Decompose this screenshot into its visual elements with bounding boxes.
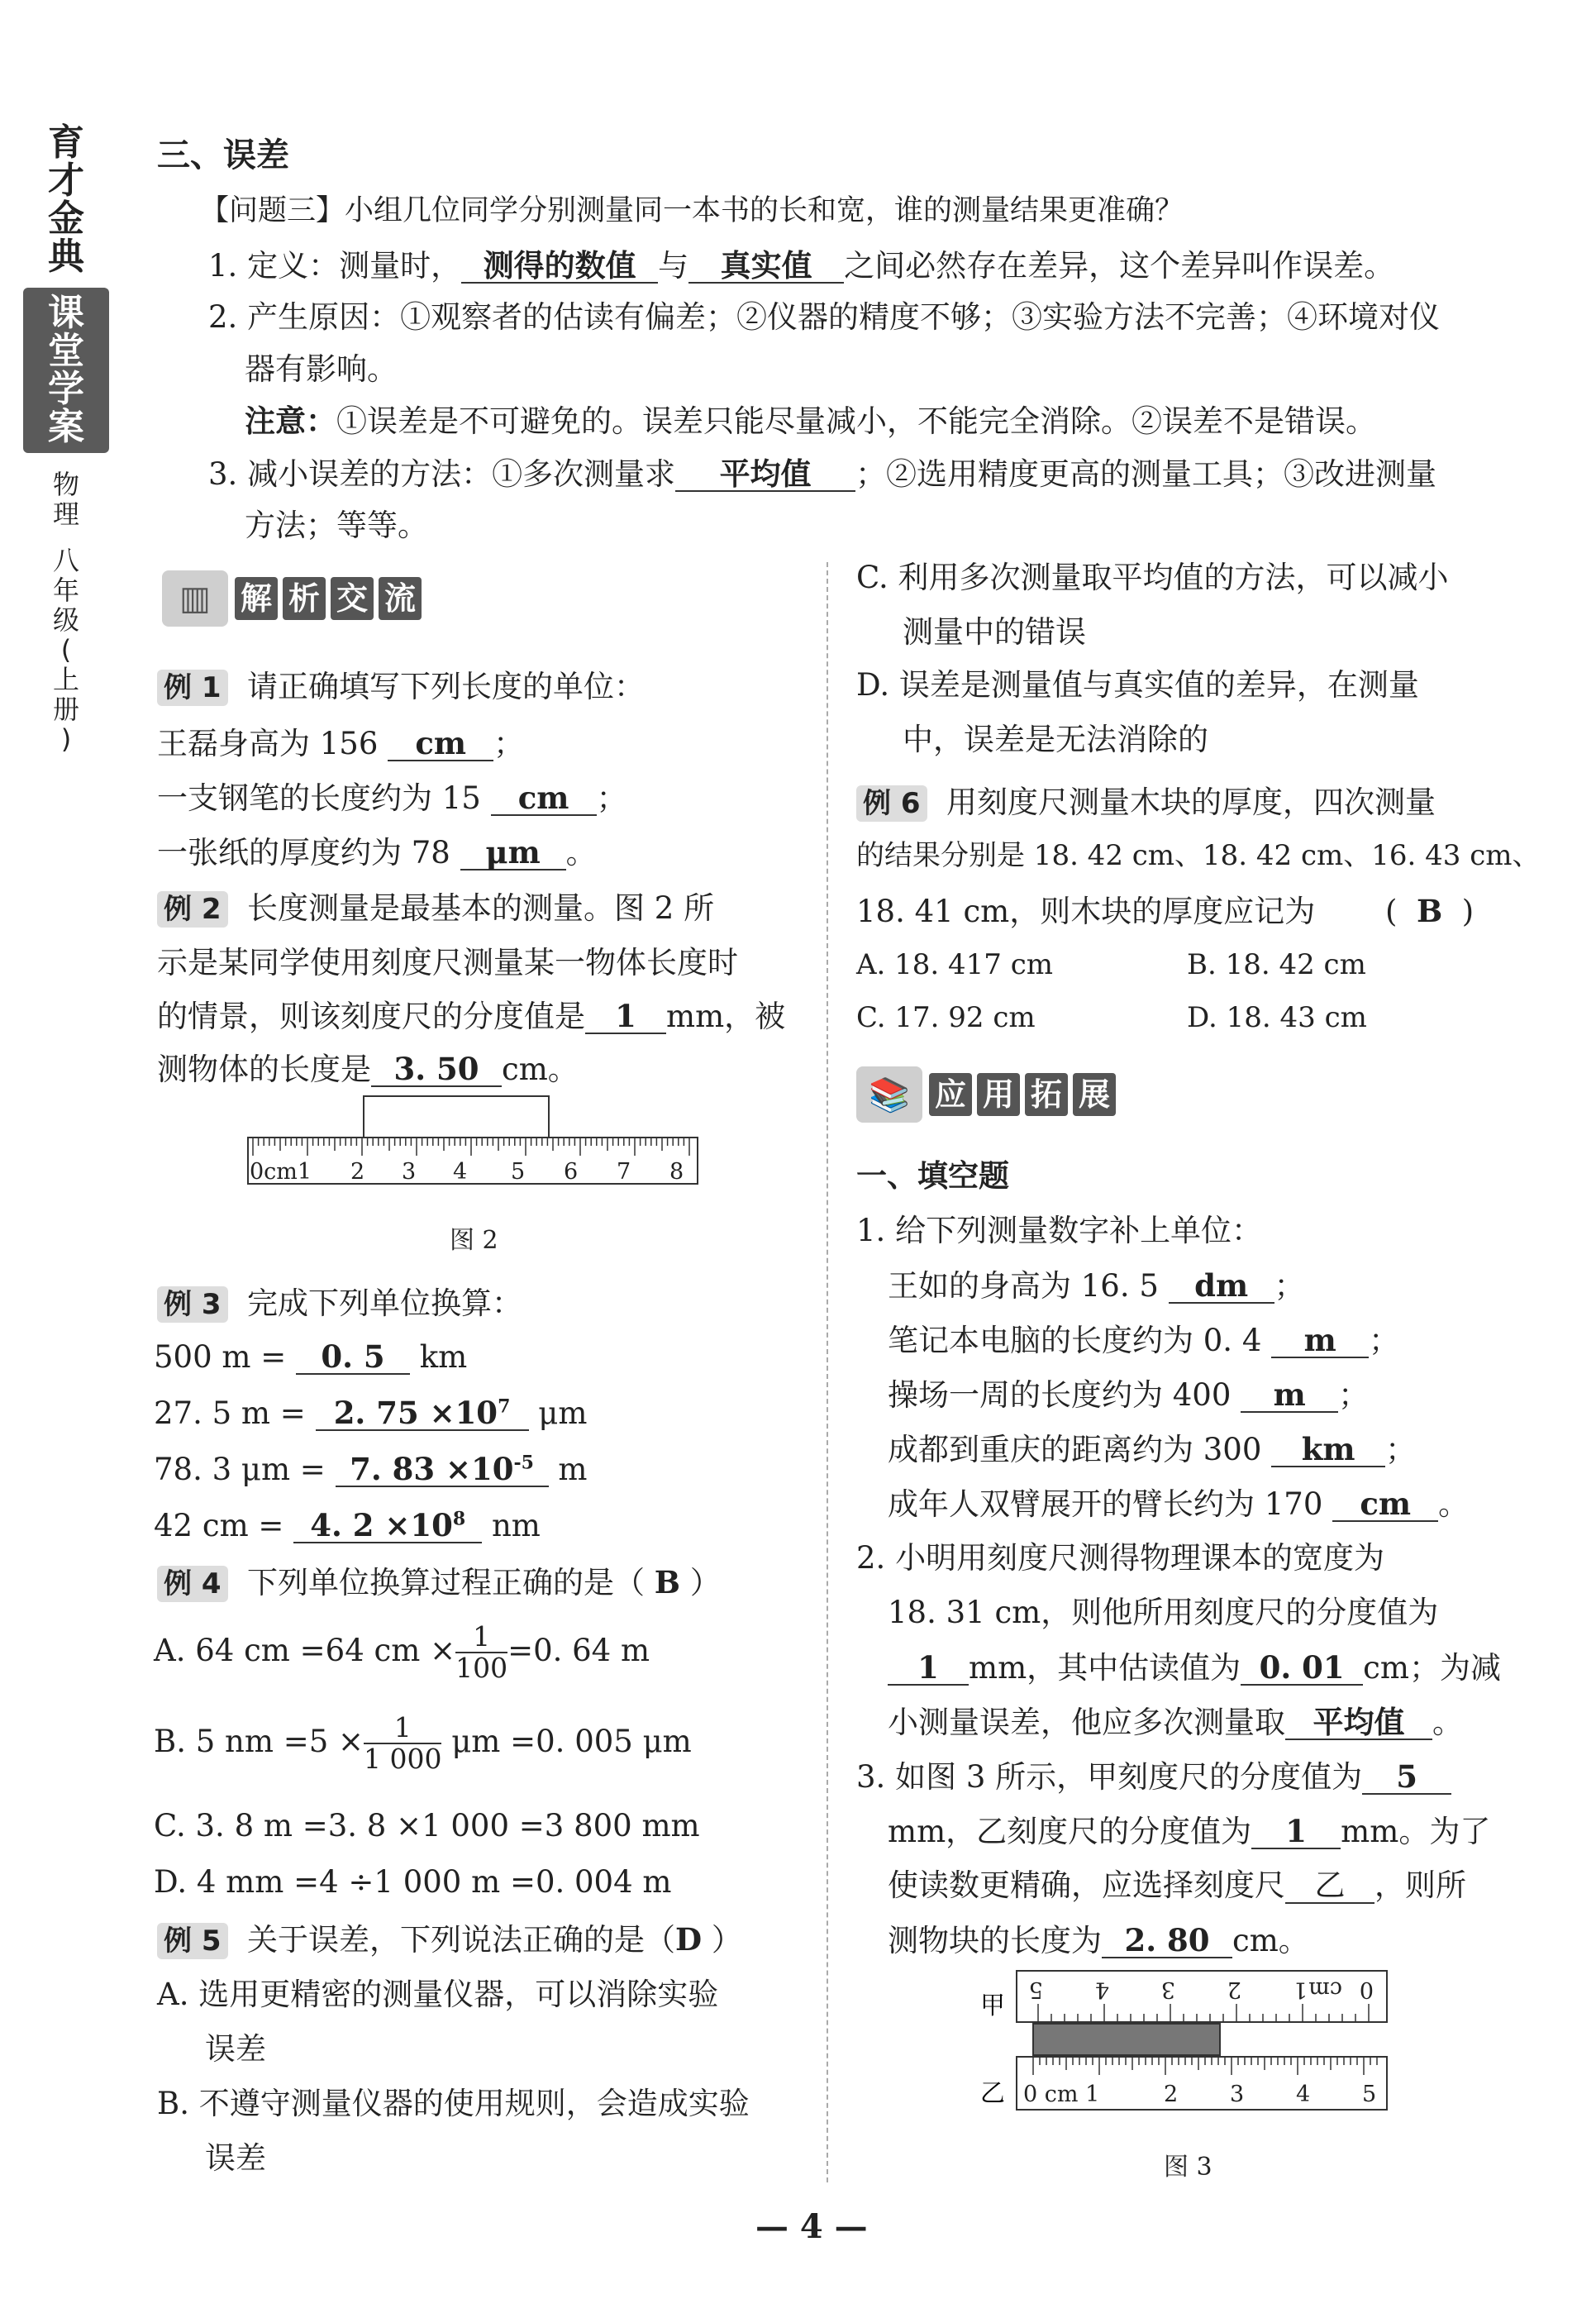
text: 王如的身高为 16. 5 xyxy=(888,1268,1159,1304)
answer-blank: 平均值 xyxy=(675,458,855,492)
text: 。 xyxy=(565,835,597,870)
text: ； xyxy=(1274,1268,1305,1304)
numerator: 1 xyxy=(364,1713,441,1744)
numerator: 1 xyxy=(455,1622,507,1653)
text: cm。 xyxy=(502,1052,579,1087)
example-6-line-3: 18. 41 cm，则木块的厚度应记为 ( B ) xyxy=(856,893,1475,929)
answer-blank: m xyxy=(1271,1324,1369,1358)
example-6-line-1 xyxy=(856,785,1436,822)
text: A. 64 cm =64 cm × xyxy=(154,1632,456,1668)
header-char: 交 xyxy=(331,577,374,620)
text: 一张纸的厚度约为 78 xyxy=(157,835,450,870)
option-5d-2: 中，误差是无法消除的 xyxy=(903,722,1208,757)
example-1-stem xyxy=(157,670,645,706)
text: 成年人双臂展开的臂长约为 170 xyxy=(888,1486,1323,1522)
text: 长度测量是最基本的测量。图 2 所 xyxy=(247,890,715,926)
sidebar-char: 级 xyxy=(52,604,79,636)
section-title: 三、误差 xyxy=(157,136,289,174)
header-char: 展 xyxy=(1073,1073,1116,1116)
q2-line-2: 18. 31 cm，则他所用刻度尺的分度值为 xyxy=(888,1595,1439,1630)
example-5-stem xyxy=(157,1923,742,1959)
sidebar-char: 课 xyxy=(48,292,84,334)
answer: B xyxy=(654,1564,681,1600)
example-2-line-3 xyxy=(157,1000,785,1034)
answer-blank: 1 xyxy=(585,1000,666,1034)
tick-label: 3 xyxy=(402,1159,417,1185)
text: 7. 83 ×10 xyxy=(350,1451,514,1487)
text: mm，其中估读值为 xyxy=(969,1650,1241,1686)
text: 。 xyxy=(1438,1486,1470,1522)
option-4b xyxy=(154,1713,692,1775)
text: ； xyxy=(493,726,525,761)
q1-line-3 xyxy=(888,1376,1370,1413)
header-char: 流 xyxy=(379,577,422,620)
example-2-line-2: 示是某同学使用刻度尺测量某一物体长度时 xyxy=(157,945,738,980)
unit: m xyxy=(558,1452,588,1487)
text: 500 m = xyxy=(154,1339,287,1375)
text: 3. 如图 3 所示，甲刻度尺的分度值为 xyxy=(856,1759,1363,1795)
jia-tick-label: 3 xyxy=(1160,1977,1175,2002)
denominator: 1 000 xyxy=(364,1743,442,1776)
jia-tick-label: 0 xyxy=(1359,1977,1374,2002)
text: μm =0. 005 μm xyxy=(451,1723,692,1759)
option-4c: C. 3. 8 m =3. 8 ×1 000 =3 800 mm xyxy=(154,1808,700,1843)
note-label: 注意： xyxy=(245,403,336,439)
yi-tick-label: 0 cm 1 xyxy=(1023,2082,1100,2107)
unit: nm xyxy=(491,1508,541,1543)
text: 测物块的长度为 xyxy=(888,1923,1102,1958)
q2-line-1: 2. 小明用刻度尺测得物理课本的宽度为 xyxy=(856,1540,1385,1576)
ruler-yi-ticks xyxy=(1033,2057,1377,2075)
answer-blank xyxy=(336,1453,549,1487)
series-title xyxy=(23,288,109,453)
text: mm。为了 xyxy=(1341,1814,1491,1849)
sidebar-char: 册 xyxy=(52,694,79,725)
sidebar-char: 年 xyxy=(52,575,79,606)
example-2-line-1 xyxy=(157,891,714,928)
example-1-line-3 xyxy=(157,834,597,870)
answer-blank: 5 xyxy=(1362,1761,1451,1795)
subject-label xyxy=(23,470,109,529)
text: ；②选用精度更高的测量工具；③改进测量 xyxy=(855,456,1437,492)
text: 王磊身高为 156 xyxy=(157,726,379,761)
grade-label xyxy=(23,546,109,754)
text: ； xyxy=(1385,1432,1417,1467)
answer-blank: 1 xyxy=(888,1652,969,1686)
option-4a xyxy=(154,1622,650,1684)
header-char: 用 xyxy=(977,1073,1020,1116)
tick-label: 0cm1 xyxy=(250,1159,312,1185)
exponent: -5 xyxy=(513,1452,534,1474)
text: ； xyxy=(1338,1377,1370,1413)
text: ） xyxy=(711,1922,742,1958)
yi-tick-label: 4 xyxy=(1296,2082,1311,2107)
definition-line xyxy=(208,247,1395,284)
sidebar-char: 典 xyxy=(48,236,84,278)
text: 1. 定义：测量时， xyxy=(208,248,462,284)
answer-blank: 3. 50 xyxy=(371,1053,502,1087)
example-label: 例 2 xyxy=(157,891,228,928)
answer-blank: m xyxy=(1241,1379,1338,1413)
ruler-ticks xyxy=(253,1138,689,1156)
text: 2. 75 ×10 xyxy=(333,1395,498,1431)
text: 。 xyxy=(1432,1705,1463,1740)
sidebar-char: 才 xyxy=(48,160,84,202)
sidebar-char: 理 xyxy=(52,498,79,530)
text: 用刻度尺测量木块的厚度，四次测量 xyxy=(946,785,1436,820)
exponent: 7 xyxy=(498,1395,511,1418)
text: 成都到重庆的距离约为 300 xyxy=(888,1432,1262,1467)
sidebar-char: 物 xyxy=(52,469,79,500)
example-1-line-2 xyxy=(157,782,627,816)
jia-tick-label: cm xyxy=(1308,1977,1342,2002)
answer-blank: 平均值 xyxy=(1285,1706,1432,1740)
answer-blank: km xyxy=(1271,1433,1385,1467)
text: ） xyxy=(689,1565,721,1600)
text: 42 cm = xyxy=(154,1508,284,1543)
example-label: 例 4 xyxy=(157,1566,228,1602)
fraction xyxy=(455,1622,507,1684)
method-line-1 xyxy=(208,458,1436,492)
sidebar-char: 金 xyxy=(48,198,84,240)
option-5d-1: D. 误差是测量值与真实值的差异，在测量 xyxy=(856,667,1419,703)
q3-line-2 xyxy=(888,1815,1490,1849)
q3-line-1 xyxy=(856,1758,1451,1795)
text: cm。 xyxy=(1232,1923,1309,1958)
option-5a-2: 误差 xyxy=(205,2031,266,2067)
text: 完成下列单位换算： xyxy=(247,1285,523,1321)
text: 请正确填写下列长度的单位： xyxy=(247,669,646,704)
option-6c: C. 17. 92 cm xyxy=(856,1001,1036,1034)
cause-line-1: 2. 产生原因：①观察者的估读有偏差；②仪器的精度不够；③实验方法不完善；④环境对仪 xyxy=(208,299,1441,335)
header-char: 应 xyxy=(929,1073,972,1116)
text: 使读数更精确，应选择刻度尺 xyxy=(888,1867,1285,1903)
text: 笔记本电脑的长度约为 0. 4 xyxy=(888,1323,1262,1358)
tick-label: 5 xyxy=(511,1159,526,1185)
option-5b-1: B. 不遵守测量仪器的使用规则，会造成实验 xyxy=(157,2086,750,2121)
option-5b-2: 误差 xyxy=(205,2140,266,2176)
tick-label: 2 xyxy=(350,1159,365,1185)
answer: D xyxy=(675,1921,703,1958)
brand-title xyxy=(23,124,109,276)
answer-blank xyxy=(316,1397,529,1431)
answer-blank: dm xyxy=(1169,1270,1274,1304)
yi-tick-label: 3 xyxy=(1230,2082,1245,2107)
example-label: 例 1 xyxy=(157,670,228,706)
tick-label: 8 xyxy=(669,1159,684,1185)
question-three: 【问题三】小组几位同学分别测量同一本书的长和宽，谁的测量结果更准确？ xyxy=(200,194,1184,227)
text: 与 xyxy=(658,248,689,284)
text: 小测量误差，他应多次测量取 xyxy=(888,1705,1285,1740)
conversion-1 xyxy=(154,1338,468,1375)
sidebar-char: 堂 xyxy=(48,330,84,372)
example-4-stem xyxy=(157,1566,721,1602)
answer-blank: 真实值 xyxy=(688,250,844,284)
text: mm，被 xyxy=(666,999,786,1034)
text: 18. 41 cm，则木块的厚度应记为 xyxy=(856,894,1316,929)
text: 0. 5 xyxy=(321,1338,385,1375)
answer-blank xyxy=(293,1507,482,1543)
yi-tick-label: 2 xyxy=(1164,2082,1179,2107)
page-number: — 4 — xyxy=(755,2207,868,2246)
answer: B xyxy=(1416,893,1443,929)
text: ； xyxy=(596,780,627,816)
q1-line-1 xyxy=(888,1267,1305,1304)
text: 之间必然存在差异，这个差异叫作误差。 xyxy=(844,248,1395,284)
answer-blank: cm xyxy=(1332,1488,1438,1522)
answer-blank: cm xyxy=(388,727,493,761)
jia-tick-label: 2 xyxy=(1227,1977,1241,2002)
tick-label: 4 xyxy=(453,1159,468,1185)
unit: μm xyxy=(538,1395,588,1431)
tick-label: 7 xyxy=(617,1159,631,1185)
option-6b: B. 18. 42 cm xyxy=(1187,948,1366,981)
books-icon: 📚 xyxy=(856,1066,922,1123)
ruler-figure-3 xyxy=(972,1964,1402,2138)
analysis-header xyxy=(162,570,426,627)
text: 测物体的长度是 xyxy=(157,1052,371,1087)
jia-tick-label: 4 xyxy=(1094,1977,1109,2002)
answer-blank: 2. 80 xyxy=(1102,1925,1232,1958)
sidebar-char: 上 xyxy=(52,664,79,695)
text: 下列单位换算过程正确的是（ xyxy=(247,1565,646,1600)
example-label: 例 6 xyxy=(856,785,927,822)
option-5a-1: A. 选用更精密的测量仪器，可以消除实验 xyxy=(157,1977,719,2012)
chart-icon: ▥ xyxy=(162,570,228,627)
q1-line-5 xyxy=(888,1488,1469,1522)
note-text: ①误差是不可避免的。误差只能尽量减小，不能完全消除。②误差不是错误。 xyxy=(336,403,1376,439)
text: 关于误差，下列说法正确的是（ xyxy=(247,1922,676,1958)
tick-label: 6 xyxy=(564,1159,579,1185)
example-label: 例 5 xyxy=(157,1923,228,1959)
note-line xyxy=(245,403,1376,439)
option-6d: D. 18. 43 cm xyxy=(1187,1001,1367,1034)
option-4d: D. 4 mm =4 ÷1 000 m =0. 004 m xyxy=(154,1864,672,1900)
sidebar-char: 育 xyxy=(48,122,84,164)
q2-line-3 xyxy=(888,1649,1501,1686)
q1-line-2 xyxy=(888,1324,1399,1358)
text: 78. 3 μm = xyxy=(154,1452,326,1487)
ruler-yi-label: 乙 xyxy=(980,2079,1005,2108)
unit: km xyxy=(419,1339,468,1375)
exponent: 8 xyxy=(452,1508,466,1530)
text: B. 5 nm =5 × xyxy=(154,1723,364,1759)
apply-header xyxy=(856,1066,1121,1123)
sidebar-char: 八 xyxy=(52,545,79,576)
answer-blank: 测得的数值 xyxy=(461,250,658,284)
option-5c-1: C. 利用多次测量取平均值的方法，可以减小 xyxy=(856,560,1449,595)
ruler-jia-label: 甲 xyxy=(980,1991,1005,2020)
ruler-figure-2 xyxy=(245,1093,707,1197)
q3-line-4 xyxy=(888,1922,1309,1958)
conversion-2 xyxy=(154,1397,587,1431)
text: 操场一周的长度约为 400 xyxy=(888,1377,1232,1413)
q2-line-4 xyxy=(888,1706,1463,1740)
cause-line-2: 器有影响。 xyxy=(245,351,398,387)
example-1-line-1 xyxy=(157,727,524,761)
example-6-line-2: 的结果分别是 18. 42 cm、18. 42 cm、16. 43 cm、 xyxy=(856,839,1541,872)
conversion-4 xyxy=(154,1507,541,1543)
example-3-stem xyxy=(157,1286,522,1323)
measured-block xyxy=(1033,2024,1220,2055)
figure-3-caption: 图 3 xyxy=(1164,2153,1212,2182)
header-char: 拓 xyxy=(1025,1073,1068,1116)
answer-blank: μm xyxy=(460,837,566,870)
text: 27. 5 m = xyxy=(154,1395,306,1431)
jia-tick-label: 5 xyxy=(1028,1977,1043,2002)
answer-blank xyxy=(296,1338,410,1375)
text: ； xyxy=(1369,1323,1400,1358)
ruler-jia-ticks xyxy=(1038,2004,1369,2022)
sidebar-char: 案 xyxy=(48,406,84,448)
text: ，则所 xyxy=(1374,1867,1466,1903)
denominator: 100 xyxy=(455,1652,508,1685)
text: 的情景，则该刻度尺的分度值是 xyxy=(157,999,585,1034)
jia-tick-label: 1 xyxy=(1293,1977,1308,2002)
sidebar-char: ( xyxy=(60,634,72,665)
q1-line-4 xyxy=(888,1433,1416,1467)
column-divider xyxy=(827,562,828,2182)
sidebar-char: 学 xyxy=(48,368,84,410)
measured-object xyxy=(364,1096,549,1138)
header-char: 解 xyxy=(235,577,278,620)
q1-stem: 1. 给下列测量数字补上单位： xyxy=(856,1213,1263,1248)
method-line-2: 方法；等等。 xyxy=(245,508,428,543)
sidebar-char: ) xyxy=(60,723,72,755)
answer-blank: cm xyxy=(491,782,597,816)
fill-blank-title: 一、填空题 xyxy=(856,1158,1009,1194)
answer-blank: 乙 xyxy=(1285,1870,1374,1904)
conversion-3 xyxy=(154,1453,587,1487)
answer-blank: 1 xyxy=(1251,1815,1341,1849)
sidebar xyxy=(23,124,109,754)
text: =0. 64 m xyxy=(507,1632,650,1668)
q3-line-3 xyxy=(888,1867,1466,1904)
answer-blank: 0. 01 xyxy=(1241,1652,1363,1686)
fraction xyxy=(364,1713,441,1775)
option-5c-2: 测量中的错误 xyxy=(903,614,1086,650)
header-char: 析 xyxy=(283,577,326,620)
text: mm，乙刻度尺的分度值为 xyxy=(888,1814,1252,1849)
option-6a: A. 18. 417 cm xyxy=(856,948,1054,981)
figure-2-caption: 图 2 xyxy=(450,1226,498,1255)
text: 4. 2 ×10 xyxy=(310,1507,453,1543)
yi-tick-label: 5 xyxy=(1362,2082,1377,2107)
example-2-line-4 xyxy=(157,1053,579,1087)
text: 一支钢笔的长度约为 15 xyxy=(157,780,481,816)
text: 3. 减小误差的方法：①多次测量求 xyxy=(208,456,676,492)
example-label: 例 3 xyxy=(157,1286,228,1323)
text: cm；为减 xyxy=(1363,1650,1501,1686)
